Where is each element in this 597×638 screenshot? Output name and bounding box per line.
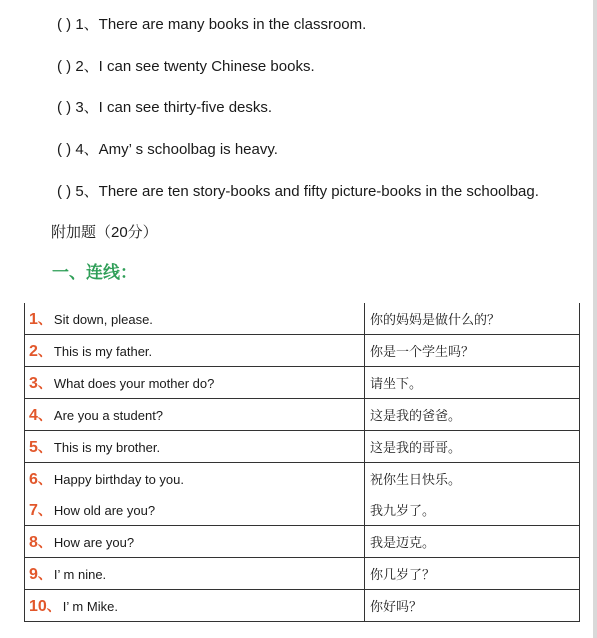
english-cell (25, 399, 365, 431)
english-cell (25, 494, 365, 526)
item-number: 1 (29, 310, 38, 328)
english-cell (25, 463, 365, 495)
question-5: ( ) 5、There are ten story-books and fifty picture-books in the schoolbag. (57, 183, 539, 200)
english-sentence: I’ m nine. (53, 566, 107, 582)
bonus-label: 附加题（20分） (51, 224, 158, 241)
english-cell (25, 558, 365, 590)
english-cell (25, 367, 365, 399)
item-number: 6 (29, 470, 38, 488)
table-row (25, 303, 580, 335)
chinese-cell: 你几岁了？ (365, 558, 580, 590)
english-sentence: Sit down, please. (53, 311, 153, 327)
table-row (25, 558, 580, 590)
item-separator: 、 (37, 310, 52, 327)
item-separator: 、 (37, 342, 52, 359)
chinese-cell: 我九岁了。 (365, 494, 580, 526)
english-sentence: What does your mother do? (53, 375, 215, 391)
question-4: ( ) 4、Amy’ s schoolbag is heavy. (57, 141, 278, 158)
chinese-cell: 这是我的爸爸。 (365, 399, 580, 431)
english-cell (25, 335, 365, 367)
table-row (25, 431, 580, 463)
english-cell (25, 590, 365, 622)
item-number: 9 (29, 565, 38, 583)
item-number: 2 (29, 342, 38, 360)
table-row (25, 335, 580, 367)
item-number: 3 (29, 374, 38, 392)
english-sentence: How are you? (53, 534, 135, 550)
chinese-cell: 你好吗？ (365, 590, 580, 622)
item-separator: 、 (37, 501, 52, 518)
question-1: ( ) 1、There are many books in the classroom. (57, 16, 367, 33)
english-sentence: I’ m Mike. (62, 598, 118, 614)
english-cell (25, 526, 365, 558)
english-sentence: This is my brother. (53, 439, 161, 455)
chinese-cell: 请坐下。 (365, 367, 580, 399)
chinese-cell: 我是迈克。 (365, 526, 580, 558)
item-separator: 、 (37, 470, 52, 487)
item-separator: 、 (46, 597, 61, 614)
matching-table (24, 303, 580, 622)
english-sentence: Happy birthday to you. (53, 471, 184, 487)
question-2: ( ) 2、I can see twenty Chinese books. (57, 58, 315, 75)
item-separator: 、 (37, 406, 52, 423)
chinese-cell: 这是我的哥哥。 (365, 431, 580, 463)
table-row (25, 463, 580, 495)
item-separator: 、 (37, 533, 52, 550)
item-number: 8 (29, 533, 38, 551)
item-number: 4 (29, 406, 38, 424)
table-row (25, 526, 580, 558)
item-separator: 、 (37, 374, 52, 391)
table-row (25, 494, 580, 526)
item-number: 5 (29, 438, 38, 456)
item-number: 7 (29, 501, 38, 519)
table-row (25, 590, 580, 622)
english-sentence: Are you a student? (53, 407, 164, 423)
item-number: 10 (29, 597, 47, 615)
item-separator: 、 (37, 565, 52, 582)
chinese-cell: 祝你生日快乐。 (365, 463, 580, 495)
english-sentence: This is my father. (53, 343, 153, 359)
table-row (25, 367, 580, 399)
section-title: 一、连线： (52, 263, 137, 282)
english-cell (25, 303, 365, 335)
page-edge-rule (593, 0, 597, 638)
english-cell (25, 431, 365, 463)
english-sentence: How old are you? (53, 502, 156, 518)
table-row (25, 399, 580, 431)
question-3: ( ) 3、I can see thirty-five desks. (57, 99, 273, 116)
chinese-cell: 你的妈妈是做什么的？ (365, 303, 580, 335)
item-separator: 、 (37, 438, 52, 455)
chinese-cell: 你是一个学生吗？ (365, 335, 580, 367)
